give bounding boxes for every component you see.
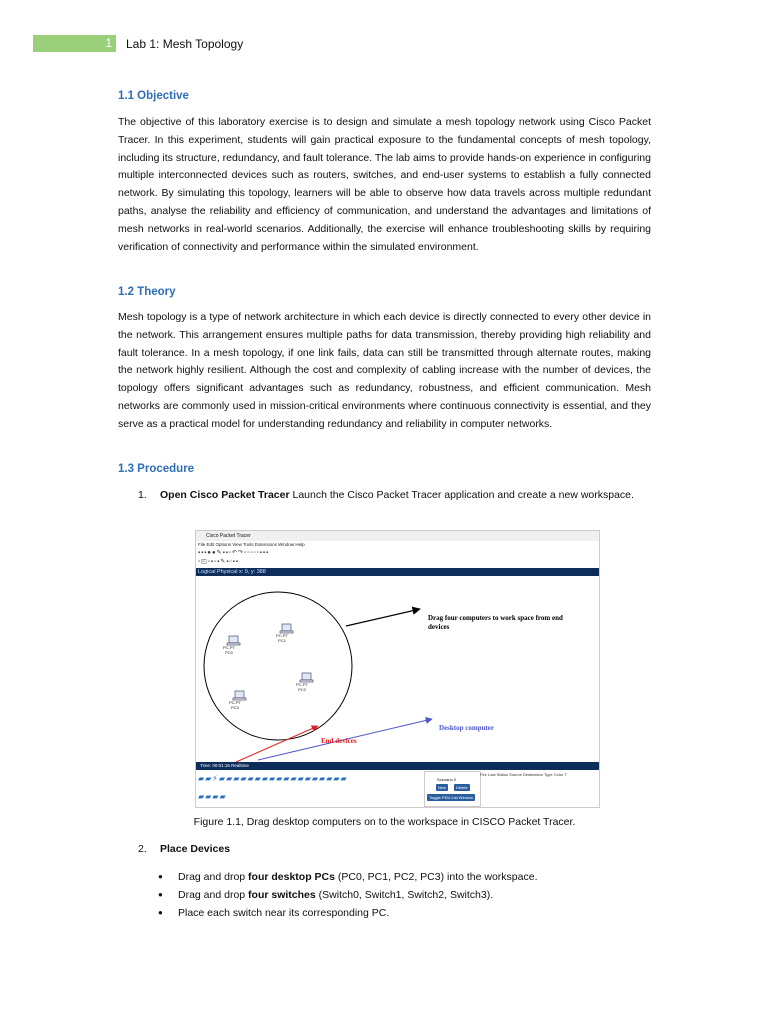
page-number: 1	[105, 36, 112, 50]
menu-bar: File Edit Options View Tools Extensions Window Help	[198, 542, 305, 547]
step-bold: Open Cisco Packet Tracer	[160, 489, 290, 501]
device-bullets	[158, 868, 537, 922]
pc-label: PC-PT PC2	[296, 682, 308, 692]
delete-scenario-button: Delete	[456, 785, 468, 790]
running-title: Lab 1: Mesh Topology	[126, 37, 244, 51]
pc-label: PC-PT PC0	[223, 645, 235, 655]
toggle-pdu-button: Toggle PDU List Window	[429, 795, 474, 800]
new-scenario-button: New	[438, 785, 447, 790]
annotation-drag: Drag four computers to work space from end devices	[428, 614, 563, 631]
pc-label: PC-PT PC1	[276, 633, 288, 643]
procedure-heading: 1.3 Procedure	[118, 463, 195, 475]
step-number: 1.	[138, 489, 147, 501]
drag-arrow	[346, 609, 420, 626]
theory-heading: 1.2 Theory	[118, 286, 176, 298]
list-item: ● Drag and drop four switches (Switch0, Switch1, Switch2, Switch3).	[158, 886, 537, 904]
workspace-canvas	[196, 576, 599, 766]
toolbar-icons: ▫◰▫▪▫▪✎▪▫▪▪	[198, 559, 239, 565]
annotation-desktop: Desktop computer	[439, 724, 495, 732]
pdu-columns: Fire Last Status Source Destination Type Color T	[480, 772, 567, 777]
status-bar	[196, 762, 599, 770]
status-text: Time: 00:01:16 Realtime	[200, 763, 249, 768]
toolbar-icons: ▪▪▪●●✎▪▪▫↶↷▫▫▫▫▫▪▪▪	[198, 550, 270, 556]
list-item: ● Place each switch near its corresponding PC.	[158, 904, 537, 922]
step-bold: Place Devices	[160, 843, 231, 855]
step-text: Launch the Cisco Packet Tracer application and create a new workspace.	[289, 489, 634, 501]
window-title: Cisco Packet Tracer	[196, 531, 600, 541]
procedure-step-2	[138, 841, 651, 859]
objective-text: The objective of this laboratory exercise is to design and simulate a mesh topology network using Cisco Packet Tracer. In this experiment, students will gain practical exposure to the fundamental concepts of mesh topology, including its structure, redundancy, and fault tolerance. The lab aims to provide hands-on experience in configuring multiple interconnected devices such as routers, switches, and end-user systems to establish a fully connected network. By simulating this topology, learners will be able to observe how data travels across multiple redundant paths, analyse the reliability and efficiency of communication, and understand the advantages and limitations of mesh networks in real-world scenarios. Additionally, the exercise will enhance troubleshooting skills by requiring verification of connectivity and performance within the simulated environment.	[118, 116, 651, 253]
pc-label: PC-PT PC3	[229, 700, 241, 710]
objective-heading: 1.1 Objective	[118, 90, 189, 102]
theory-text: Mesh topology is a type of network architecture in which each device is directly connected to every other device in the network. This arrangement ensures multiple paths for data transmission, thereby providing high reliability and fault tolerance. In a mesh topology, if one link fails, data can still be transmitted through alternate routes, making the network highly resilient. Although the cost and complexity of cabling increase with the number of devices, the topology offers significant advantages such as redundancy, robustness, and efficient communication. Mesh networks are commonly used in mission-critical environments where continuous connectivity is essential, and they serve as a practical model for understanding redundancy and reliability in computer networks.	[118, 311, 651, 430]
figure-caption: Figure 1.1, Drag desktop computers on to the workspace in CISCO Packet Tracer.	[193, 816, 576, 828]
annotation-end-devices: End devices	[321, 737, 357, 745]
scenario-select: Scenario 0	[437, 777, 457, 782]
end-devices-arrow	[236, 726, 318, 762]
packet-tracer-figure	[195, 530, 600, 808]
list-item: ● Drag and drop four desktop PCs (PC0, PC1, PC2, PC3) into the workspace.	[158, 868, 537, 886]
device-tray: ▰▰▰▰	[198, 792, 227, 801]
workspace-circle	[204, 592, 352, 740]
step-number: 2.	[138, 843, 147, 855]
procedure-step-1	[138, 487, 651, 505]
device-tray: ▰▰⚡▰▰▰▰▰▰▰▰▰▰▰▰▰▰▰▰▰▰	[198, 774, 348, 783]
view-tabs: Logical Physical x: 9, y: 388	[198, 569, 266, 575]
